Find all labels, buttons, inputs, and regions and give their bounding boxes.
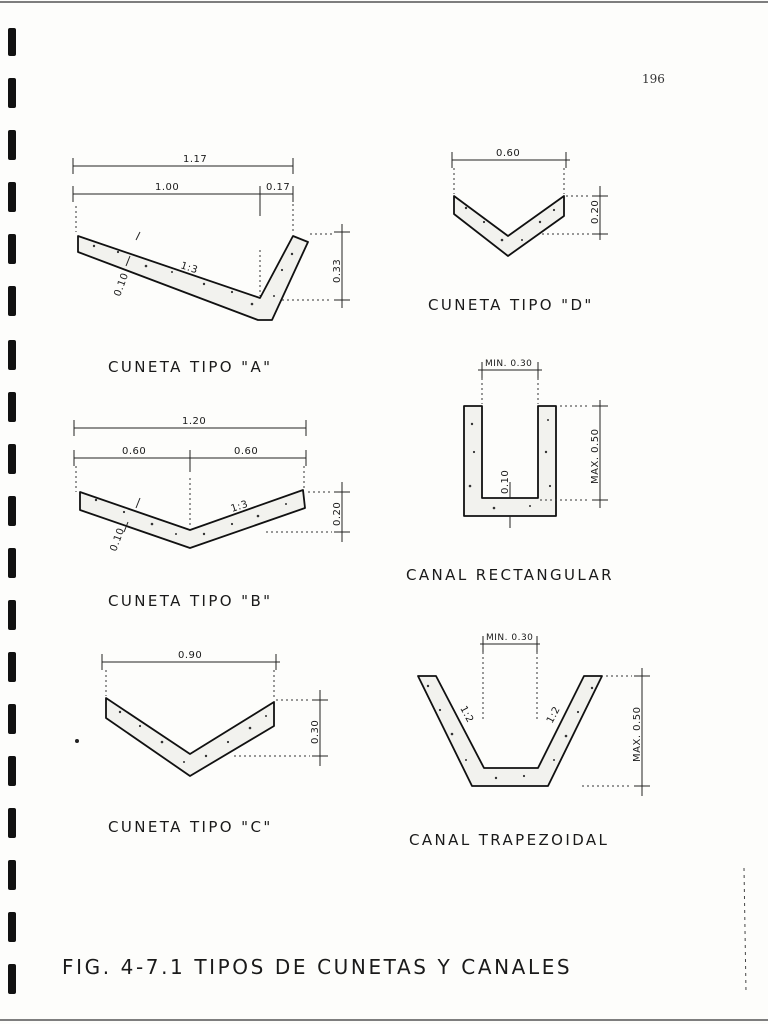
- canal-trap-slope-left: 1:2: [457, 704, 476, 725]
- cuneta-a-dim-total: 1.17: [183, 154, 208, 165]
- cuneta-a-dim-main: 1.00: [155, 182, 180, 193]
- cuneta-b-slope: 1:3: [229, 498, 250, 515]
- canal-trap-dim-min: MIN. 0.30: [486, 633, 534, 643]
- cuneta-a-slope: 1:3: [179, 260, 200, 277]
- canal-trap-dim-max: MAX. 0.50: [632, 706, 643, 762]
- scan-mark: [75, 739, 79, 743]
- cuneta-a-dim-side: 0.17: [266, 182, 291, 193]
- canal-rectangular-drawing: [464, 362, 608, 528]
- canal-rect-dim-max: MAX. 0.50: [590, 428, 601, 484]
- canal-trapezoidal-title: CANAL TRAPEZOIDAL: [409, 831, 610, 849]
- canal-rect-dim-thick: 0.10: [500, 469, 511, 494]
- cuneta-c-dim-total: 0.90: [178, 650, 203, 661]
- cuneta-b-dim-right: 0.60: [234, 446, 259, 457]
- cuneta-a-dim-thick: 0.10: [112, 271, 132, 299]
- cuneta-b-dim-thick: 0.10: [108, 526, 128, 554]
- cuneta-c-drawing: [102, 654, 328, 776]
- canal-trap-slope-right: 1:2: [544, 704, 563, 726]
- cuneta-c-title: CUNETA TIPO "C": [108, 818, 273, 836]
- figure-caption: FIG. 4-7.1 TIPOS DE CUNETAS Y CANALES: [62, 955, 573, 979]
- cuneta-b-dim-total: 1.20: [182, 416, 207, 427]
- canal-rectangular-title: CANAL RECTANGULAR: [406, 566, 614, 584]
- cuneta-d-dim-height: 0.20: [590, 199, 601, 224]
- canal-trapezoidal-drawing: [418, 636, 650, 796]
- cuneta-b-dim-height: 0.20: [332, 501, 343, 526]
- page-number: 196: [642, 72, 665, 86]
- cuneta-b-title: CUNETA TIPO "B": [108, 592, 273, 610]
- binding-holes: [8, 28, 16, 994]
- cuneta-d-drawing: [452, 152, 608, 256]
- cuneta-c-dim-height: 0.30: [310, 719, 321, 744]
- cuneta-a-title: CUNETA TIPO "A": [108, 358, 273, 376]
- canal-rect-dim-min: MIN. 0.30: [485, 359, 533, 369]
- scan-edge-mark: [744, 868, 746, 992]
- cuneta-b-dim-left: 0.60: [122, 446, 147, 457]
- cuneta-d-dim-total: 0.60: [496, 148, 521, 159]
- cuneta-d-title: CUNETA TIPO "D": [428, 296, 594, 314]
- cuneta-a-dim-height: 0.33: [332, 258, 343, 283]
